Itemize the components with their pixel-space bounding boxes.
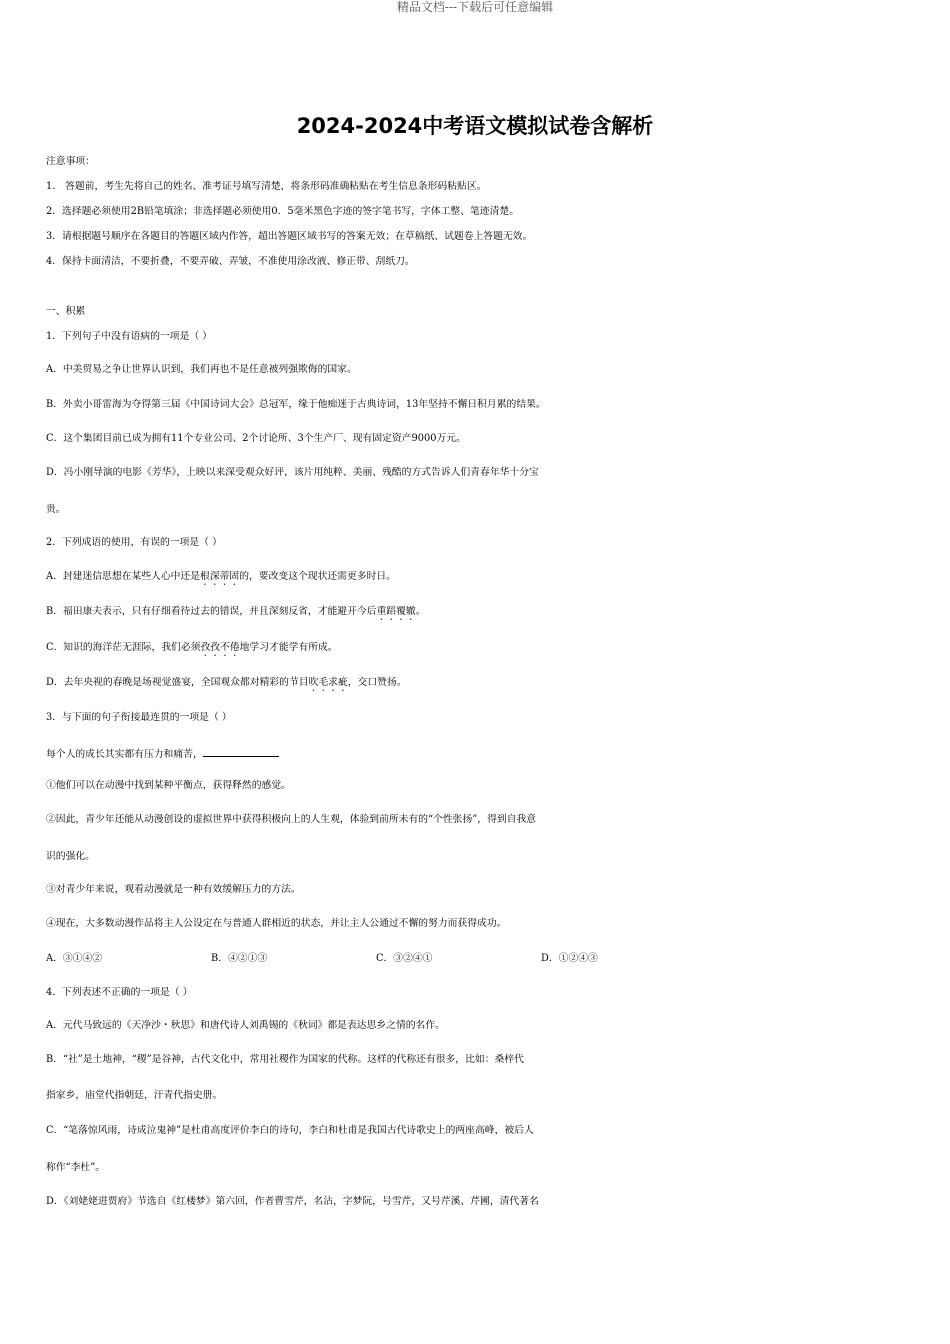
question-3-sentence-3: ③对青少年来说，观看动漫就是一种有效缓解压力的方法。 — [46, 884, 301, 895]
option-text: ，交口赞扬。 — [347, 677, 407, 688]
question-3-sentence-4: ④现在，大多数动漫作品将主人公设定在与普通人群相近的状态，并让主人公通过不懈的努力而获得成功。 — [46, 918, 507, 929]
question-1-option-d: D．冯小刚导演的电影《芳华》，上映以来深受观众好评，该片用纯粹、美丽、残酷的方式告诉人们青春年华十分宝 — [46, 467, 539, 478]
question-1-option-d-cont: 贵。 — [46, 504, 66, 515]
question-3-lead — [46, 742, 906, 765]
option-text: B．福田康夫表示，只有仔细看待过去的错误，并且深刻反省，才能避开今后 — [46, 606, 377, 617]
question-3-sentence-2-cont: 识的强化。 — [46, 851, 95, 862]
question-2-stem: 2．下列成语的使用，有误的一项是（ ） — [46, 537, 222, 548]
answer-blank — [203, 742, 279, 757]
idiom-emphasis: 孜孜不倦 — [200, 642, 240, 653]
question-3-options — [46, 949, 906, 969]
section-heading: 一、积累 — [46, 306, 86, 317]
question-3-option-c: C．③②④① — [376, 953, 433, 964]
notice-item: 3．请根据题号顺序在各题目的答题区域内作答，超出答题区域书写的答案无效；在草稿纸、试题卷上答题无效。 — [46, 231, 533, 242]
question-1-stem: 1．下列句子中没有语病的一项是（ ） — [46, 331, 213, 342]
question-4-option-c-cont: 称作“李杜”。 — [46, 1162, 106, 1173]
option-text: D．去年央视的春晚是场视觉盛宴，全国观众都对精彩的节目 — [46, 677, 309, 688]
question-1-option-c: C．这个集团目前已成为拥有11个专业公司、2个讨论所、3个生产厂、现有固定资产9000万元。 — [46, 433, 466, 444]
question-4-stem: 4．下列表述不正确的一项是（ ） — [46, 987, 193, 998]
question-4-option-a: A．元代马致远的《天净沙・秋思》和唐代诗人刘禹锡的《秋词》都是表达思乡之情的名作。 — [46, 1020, 445, 1031]
idiom-emphasis: 根深蒂固 — [200, 571, 240, 582]
question-1-option-a: A．中美贸易之争让世界认识到，我们再也不是任意被列强欺侮的国家。 — [46, 364, 357, 375]
question-4-option-b-cont: 指家乡，庙堂代指朝廷，汗青代指史册。 — [46, 1090, 223, 1101]
question-4-option-c: C．“笔落惊风雨，诗成泣鬼神”是杜甫高度评价李白的诗句，李白和杜甫是我国古代诗歌史上的两座高峰，被后人 — [46, 1125, 534, 1136]
option-text: 。 — [415, 606, 426, 617]
question-3-sentence-1: ①他们可以在动漫中找到某种平衡点，获得释然的感觉。 — [46, 780, 291, 791]
question-3-option-a: A．③①④② — [46, 953, 103, 964]
option-text: 的，要改变这个现状还需更多时日。 — [239, 571, 396, 582]
notice-item: 4．保持卡面清洁，不要折叠，不要弄破、弄皱，不准使用涂改液、修正带、刮纸刀。 — [46, 256, 415, 267]
lead-text: 每个人的成长其实都有压力和痛苦， — [46, 749, 203, 760]
question-2-option-a — [46, 567, 906, 588]
header-note: 精品文档---下载后可任意编辑 — [396, 0, 554, 14]
question-3-option-b: B．④②①③ — [211, 953, 268, 964]
notice-heading: 注意事项： — [46, 156, 95, 167]
question-3-sentence-2: ②因此，青少年还能从动漫创设的虚拟世界中获得积极向上的人生观，体验到前所未有的“个性张扬”，得到自我意 — [46, 814, 537, 825]
option-text: 地学习才能学有所成。 — [239, 642, 338, 653]
question-3-option-d: D．①②④③ — [541, 953, 598, 964]
idiom-emphasis: 吹毛求疵 — [308, 677, 348, 688]
option-text: A．封建迷信思想在某些人心中还是 — [46, 571, 201, 582]
question-4-option-d: D．《刘姥姥进贾府》节选自《红楼梦》第六回，作者曹雪芹，名沾，字梦阮，号雪芹，又号芹溪、芹圃，清代著名 — [46, 1196, 539, 1207]
question-2-option-c — [46, 638, 906, 659]
notice-item: 2．选择题必须使用2B铅笔填涂；非选择题必须使用0．5毫米黑色字迹的签字笔书写，字体工整、笔迹清楚。 — [46, 206, 519, 217]
question-2-option-b — [46, 602, 906, 623]
page-title: 2024-2024中考语文模拟试卷含解析 — [296, 114, 654, 138]
question-3-stem: 3．与下面的句子衔接最连贯的一项是（ ） — [46, 712, 232, 723]
question-2-option-d — [46, 673, 906, 694]
idiom-emphasis: 重蹈覆辙 — [376, 606, 416, 617]
notice-item: 1． 答题前，考生先将自己的姓名、准考证号填写清楚，将条形码准确粘贴在考生信息条形码粘贴区。 — [46, 181, 487, 192]
option-text: C．知识的海洋茫无涯际，我们必须 — [46, 642, 201, 653]
question-1-option-b: B．外卖小哥雷海为夺得第三届《中国诗词大会》总冠军，缘于他痴迷于古典诗词，13年坚持不懈日积月累的结果。 — [46, 399, 546, 410]
question-4-option-b: B．“社”是土地神，“稷”是谷神，古代文化中，常用社稷作为国家的代称。这样的代称还有很多，比如：桑梓代 — [46, 1054, 524, 1065]
